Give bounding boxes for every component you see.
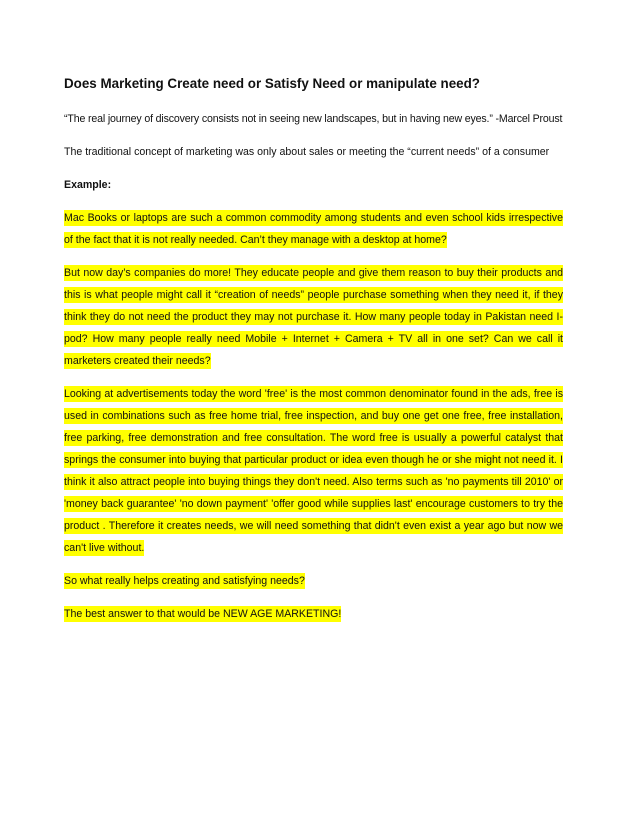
question-paragraph	[64, 570, 563, 592]
highlighted-text: So what really helps creating and satisfying needs?	[64, 575, 305, 587]
example-paragraph-laptops	[64, 207, 563, 251]
highlighted-text: But now day’s companies do more! They educate people and give them reason to buy their products and this is what people might call it “creation of needs” people purchase something when they need it, if they think they do not need the product they may not purchase it. How many people today in Pakistan need I-pod? How many people really need Mobile + Internet + Camera + TV all in one set? Can we call it marketers created their needs?	[64, 267, 563, 367]
example-paragraph-creation-of-needs	[64, 262, 563, 372]
highlighted-text: Looking at advertisements today the word 'free' is the most common denominator found in the ads, free is used in combinations such as free home trial, free inspection, and buy one get one free, free installation, free parking, free demonstration and free consultation. The word free is usually a powerful catalyst that springs the consumer into buying that particular product or idea even though he or she might not need it. I think it also attract people into buying things they don't need. Also terms such as 'no payments till 2010' or 'money back guarantee' 'no down payment' 'offer good while supplies last' encourage customers to try the product . Therefore it creates needs, we will need something that didn't even exist a year ago but now we can't live without.	[64, 388, 563, 554]
highlighted-text: Mac Books or laptops are such a common commodity among students and even school kids irrespective of the fact that it is not really needed. Can’t they manage with a desktop at home?	[64, 212, 563, 246]
example-label: Example:	[64, 179, 112, 191]
document-page	[64, 74, 563, 636]
highlighted-text: The best answer to that would be NEW AGE MARKETING!	[64, 608, 342, 620]
document-title: Does Marketing Create need or Satisfy Need or manipulate need?	[64, 76, 480, 91]
example-paragraph-free	[64, 383, 563, 559]
answer-paragraph	[64, 603, 563, 625]
intro-paragraph: The traditional concept of marketing was only about sales or meeting the “current needs” of a consumer	[64, 146, 550, 158]
quote-paragraph: “The real journey of discovery consists not in seeing new landscapes, but in having new eyes.” -Marcel Proust	[64, 113, 563, 125]
